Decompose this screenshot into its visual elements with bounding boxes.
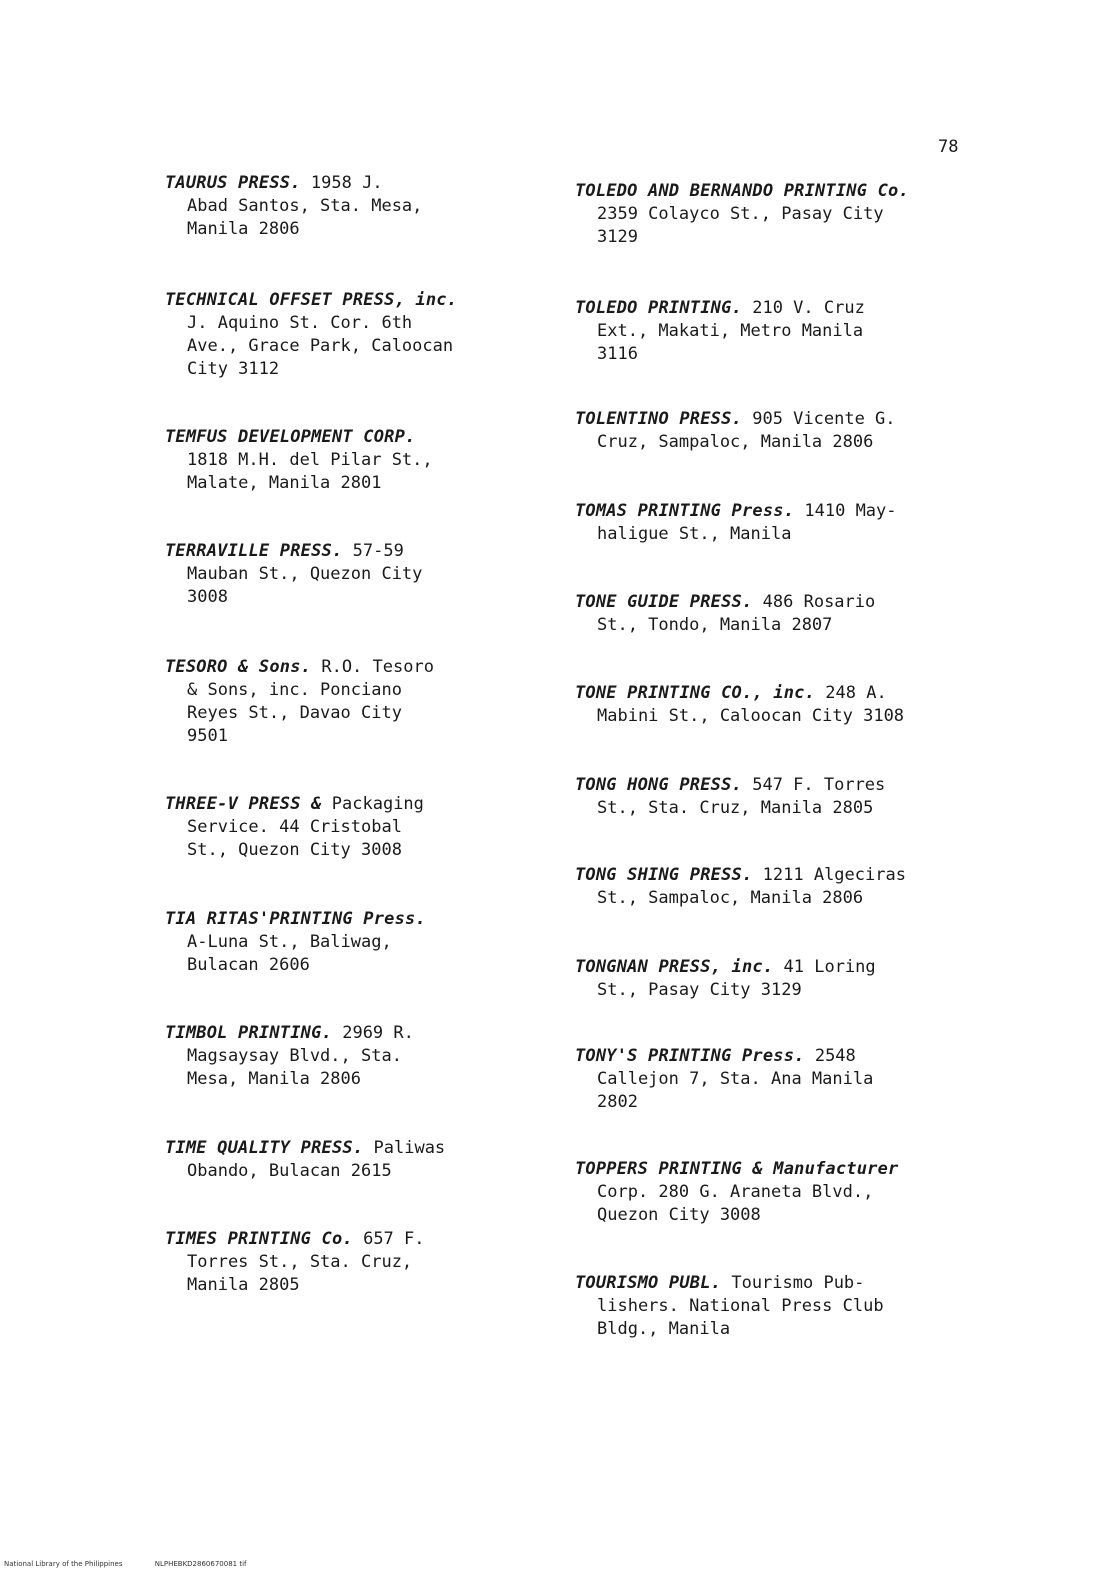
directory-entry: [575, 682, 995, 728]
entry-address-line: Bulacan 2606: [187, 955, 310, 975]
directory-entry: [575, 1045, 995, 1114]
entry-address-line: Paliwas: [373, 1138, 446, 1158]
directory-entry: [575, 1272, 995, 1341]
entry-name: TONE GUIDE PRESS.: [575, 592, 753, 612]
entry-address-line: Callejon 7, Sta. Ana Manila: [597, 1069, 874, 1089]
entry-address-line: 486 Rosario: [762, 592, 876, 612]
entry-address-line: 3129: [597, 227, 638, 247]
entry-address-line: 2359 Colayco St., Pasay City: [597, 204, 884, 224]
entry-address-line: Torres St., Sta. Cruz,: [187, 1252, 413, 1272]
entry-address-line: Mesa, Manila 2806: [187, 1069, 361, 1089]
entry-address-line: Magsaysay Blvd., Sta.: [187, 1046, 402, 1066]
entry-address-line: 1211 Algeciras: [762, 865, 906, 885]
entry-address-line: Manila 2806: [187, 219, 300, 239]
directory-entry: [575, 774, 995, 820]
entry-address-line: Corp. 280 G. Araneta Blvd.,: [597, 1182, 874, 1202]
entry-address-line: 3008: [187, 587, 228, 607]
entry-name: TONY'S PRINTING Press.: [575, 1046, 805, 1066]
entry-name: TIMBOL PRINTING.: [165, 1023, 332, 1043]
entry-address-line: 210 V. Cruz: [752, 298, 865, 318]
footer: [4, 1560, 276, 1568]
entry-address-line: 547 F. Torres: [752, 775, 886, 795]
entry-address-line: Reyes St., Davao City: [187, 703, 402, 723]
entry-name: TONG HONG PRESS.: [575, 775, 742, 795]
entry-address-line: Mabini St., Caloocan City 3108: [597, 706, 905, 726]
entry-name: TERRAVILLE PRESS.: [165, 541, 343, 561]
entry-address-line: St., Quezon City 3008: [187, 840, 402, 860]
directory-entry: [165, 1022, 585, 1091]
footer-file-id: NLPHEBKD2860670081 tif: [154, 1560, 247, 1568]
entry-address-line: Manila 2805: [187, 1275, 300, 1295]
entry-address-line: & Sons, inc. Ponciano: [187, 680, 402, 700]
entry-address-line: A-Luna St., Baliwag,: [187, 932, 392, 952]
entry-name: TOPPERS PRINTING & Manufacturer: [575, 1159, 899, 1179]
entry-address-line: Malate, Manila 2801: [187, 473, 382, 493]
entry-address-line: Quezon City 3008: [597, 1205, 761, 1225]
directory-entry: [575, 500, 995, 546]
entry-address-line: 2969 R.: [342, 1023, 414, 1043]
directory-entry: [165, 1228, 585, 1297]
entry-address-line: Service. 44 Cristobal: [187, 817, 402, 837]
directory-entry: [165, 426, 585, 495]
entry-name: TOLEDO PRINTING.: [575, 298, 742, 318]
entry-address-line: 3116: [597, 344, 638, 364]
page-number: 78: [938, 137, 959, 157]
entry-address-line: 2548: [814, 1046, 856, 1066]
directory-entry: [575, 180, 995, 249]
entry-address-line: St., Sta. Cruz, Manila 2805: [597, 798, 874, 818]
entry-name: TONGNAN PRESS, inc.: [575, 957, 774, 977]
entry-name: TESORO & Sons.: [165, 657, 312, 677]
directory-entry: [575, 956, 995, 1002]
entry-name: TOMAS PRINTING Press.: [575, 501, 795, 521]
entry-address-line: Ave., Grace Park, Caloocan: [187, 336, 454, 356]
entry-address-line: 9501: [187, 726, 228, 746]
directory-entry: [165, 1137, 585, 1183]
entry-address-line: Abad Santos, Sta. Mesa,: [187, 196, 423, 216]
entry-address-line: St., Pasay City 3129: [597, 980, 802, 1000]
entry-address-line: R.O. Tesoro: [321, 657, 434, 677]
entry-address-line: J. Aquino St. Cor. 6th: [187, 313, 413, 333]
entry-address-line: 57-59: [352, 541, 404, 561]
directory-entry: [165, 172, 585, 241]
directory-entry: [165, 908, 585, 977]
entry-address-line: 1818 M.H. del Pilar St.,: [187, 450, 433, 470]
entry-address-line: Cruz, Sampaloc, Manila 2806: [597, 432, 874, 452]
directory-entry: [575, 864, 995, 910]
entry-name: TOURISMO PUBL.: [575, 1273, 722, 1293]
entry-name: TOLEDO AND BERNANDO PRINTING Co.: [575, 181, 909, 201]
entry-address-line: Ext., Makati, Metro Manila: [597, 321, 864, 341]
entry-address-line: Packaging: [331, 794, 424, 814]
entry-name: THREE-V PRESS &: [165, 794, 322, 814]
entry-address-line: City 3112: [187, 359, 280, 379]
entry-address-line: Bldg., Manila: [597, 1319, 731, 1339]
entry-name: TAURUS PRESS.: [165, 173, 301, 193]
entry-address-line: 657 F.: [363, 1229, 425, 1249]
entry-address-line: St., Tondo, Manila 2807: [597, 615, 833, 635]
entry-name: TIMES PRINTING Co.: [165, 1229, 353, 1249]
entry-address-line: Tourismo Pub-: [731, 1273, 865, 1293]
entry-address-line: Mauban St., Quezon City: [187, 564, 423, 584]
entry-address-line: 1958 J.: [310, 173, 383, 193]
entry-address-line: 2802: [597, 1092, 638, 1112]
entry-address-line: 248 A.: [825, 683, 887, 703]
footer-library: National Library of the Philippines: [4, 1560, 123, 1568]
entry-name: TONG SHING PRESS.: [575, 865, 753, 885]
entry-name: TOLENTINO PRESS.: [575, 409, 742, 429]
entry-address-line: Obando, Bulacan 2615: [187, 1161, 392, 1181]
directory-entry: [575, 408, 995, 454]
entry-address-line: 905 Vicente G.: [752, 409, 896, 429]
directory-entry: [575, 297, 995, 366]
entry-address-line: St., Sampaloc, Manila 2806: [597, 888, 864, 908]
entry-address-line: haligue St., Manila: [597, 524, 792, 544]
entry-name: TEMFUS DEVELOPMENT CORP.: [165, 427, 416, 447]
directory-entry: [165, 656, 585, 748]
entry-address-line: 41 Loring: [783, 957, 876, 977]
directory-entry: [575, 1158, 995, 1227]
entry-name: TECHNICAL OFFSET PRESS, inc.: [165, 290, 458, 310]
entry-name: TONE PRINTING CO., inc.: [575, 683, 816, 703]
directory-entry: [165, 540, 585, 609]
entry-address-line: lishers. National Press Club: [597, 1296, 884, 1316]
entry-name: TIME QUALITY PRESS.: [165, 1138, 364, 1158]
directory-entry: [165, 793, 585, 862]
directory-entry: [575, 591, 995, 637]
entry-address-line: 1410 May-: [804, 501, 897, 521]
directory-entry: [165, 289, 585, 381]
entry-name: TIA RITAS'PRINTING Press.: [165, 909, 426, 929]
